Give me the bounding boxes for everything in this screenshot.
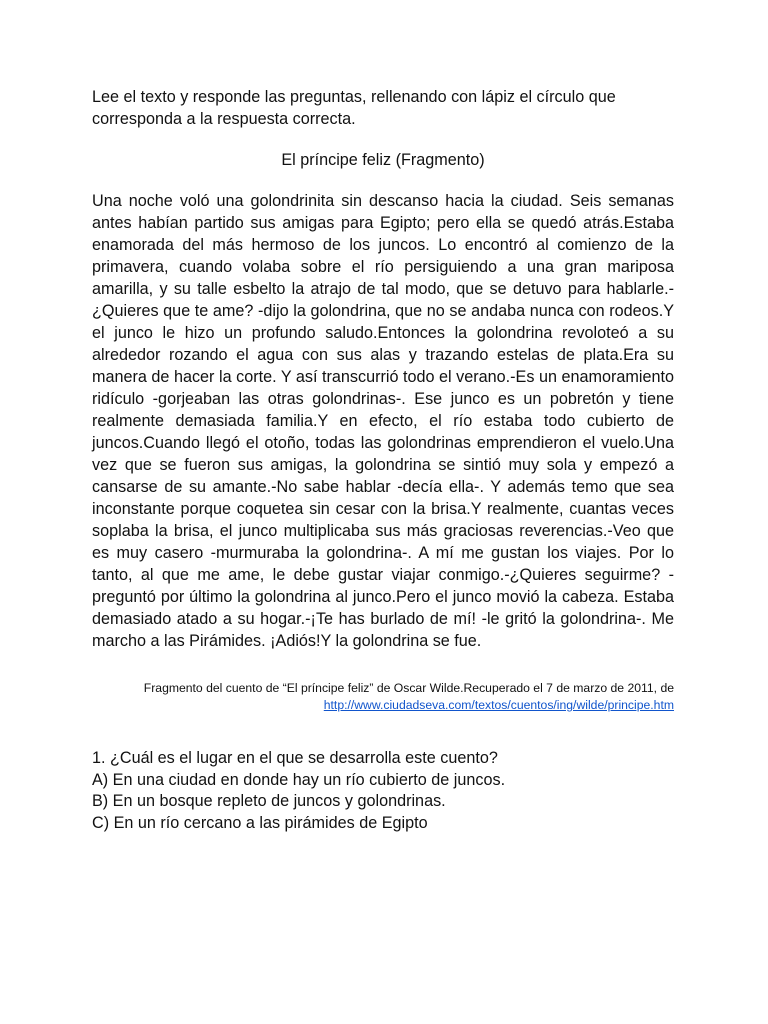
story-body: Una noche voló una golondrinita sin descanso hacia la ciudad. Seis semanas antes habían partido sus amigas para Egipto; pero ella se quedó atrás.Estaba enamorada del más hermoso de los juncos. Lo encontró al comienzo de la primavera, cuando volaba sobre el río persiguiendo a una gran mariposa amarilla, y su talle esbelto la atrajo de tal modo, que se detuvo para hablarle.-¿Quieres que te ame? -dijo la golondrina, que no se andaba nunca con rodeos.Y el junco le hizo un profundo saludo.Entonces la golondrina revoloteó a su alrededor rozando el agua con sus alas y trazando estelas de plata.Era su manera de hacer la corte. Y así transcurrió todo el verano.-Es un enamoramiento ridículo -gorjeaban las otras golondrinas-. Ese junco es un pobretón y tiene realmente demasiada familia.Y en efecto, el río estaba todo cubierto de juncos.Cuando llegó el otoño, todas las golondrinas emprendieron el vuelo.Una vez que se fueron sus amigas, la golondrina se sintió muy sola y empezó a cansarse de su amante.-No sabe hablar -decía ella-. Y además temo que sea inconstante porque coquetea sin cesar con la brisa.Y realmente, cuantas veces soplaba la brisa, el junco multiplicaba sus más graciosas reverencias.-Veo que es muy casero -murmuraba la golondrina-. A mí me gustan los viajes. Por lo tanto, al que me ame, le debe gustar viajar conmigo.-¿Quieres seguirme? -preguntó por último la golondrina al junco.Pero el junco movió la cabeza. Estaba demasiado atado a su hogar.-¡Te has burlado de mí! -le gritó la golondrina-. Me marcho a las Pirámides. ¡Adiós!Y la golondrina se fue.: [92, 192, 674, 650]
answer-option-b[interactable]: B) En un bosque repleto de juncos y golondrinas.: [92, 792, 446, 810]
answer-option-a[interactable]: A) En una ciudad en donde hay un río cubierto de juncos.: [92, 770, 506, 789]
story-title: El príncipe feliz (Fragmento): [281, 151, 485, 169]
answer-option-c[interactable]: C) En un río cercano a las pirámides de Egipto: [92, 813, 428, 832]
citation: [92, 680, 674, 714]
document-page: [92, 86, 674, 834]
question-prompt: 1. ¿Cuál es el lugar en el que se desarrolla este cuento?: [92, 749, 498, 767]
question-block: [92, 748, 674, 834]
citation-link[interactable]: http://www.ciudadseva.com/textos/cuentos/ing/wilde/principe.htm: [323, 698, 674, 712]
instructions-text: Lee el texto y responde las preguntas, rellenando con lápiz el círculo que corresponda a la respuesta correcta.: [92, 88, 616, 128]
citation-text: Fragmento del cuento de “El príncipe feliz” de Oscar Wilde.Recuperado el 7 de marzo de 2011, de: [143, 681, 674, 695]
